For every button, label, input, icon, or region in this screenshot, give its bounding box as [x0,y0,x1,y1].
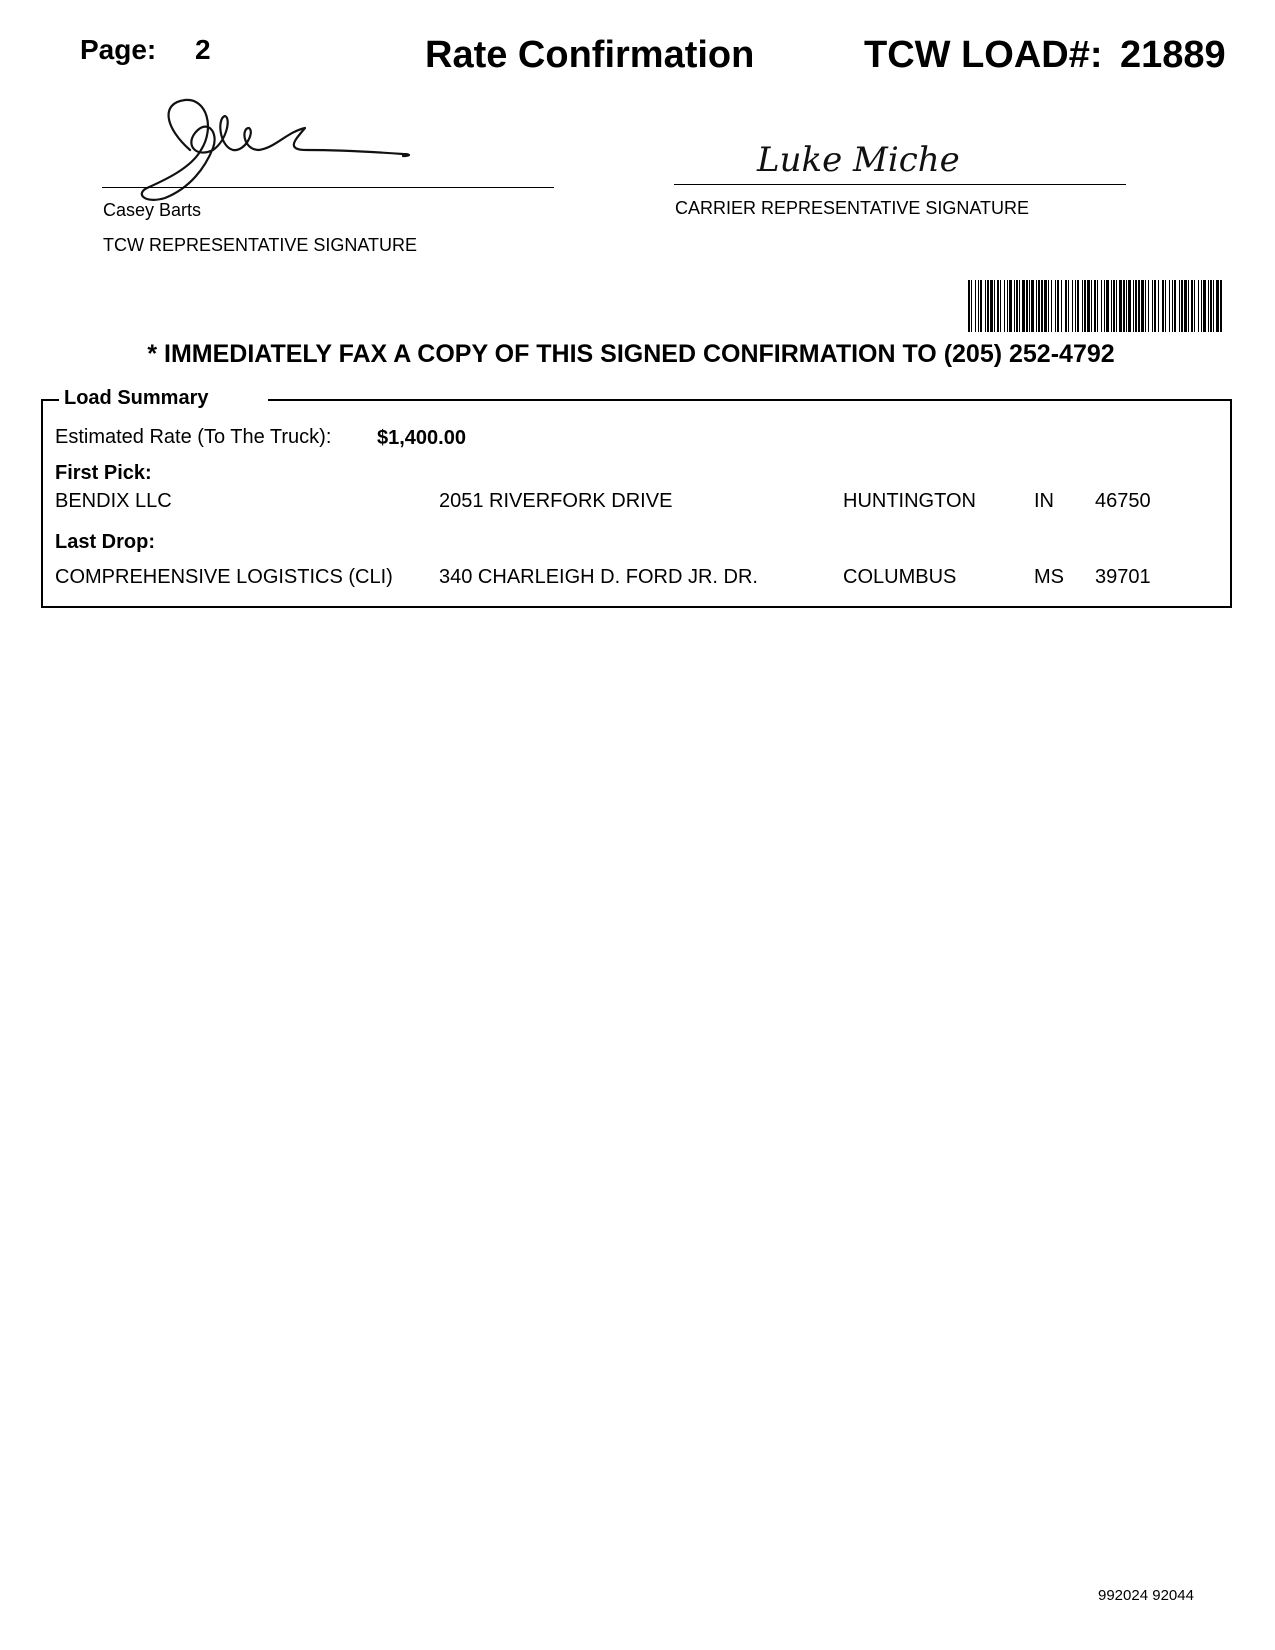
load-number: 21889 [1120,34,1226,76]
tcw-signature-label: TCW REPRESENTATIVE SIGNATURE [103,235,418,255]
first-pick-address: 2051 RIVERFORK DRIVE [439,490,673,512]
footer-code: 992024 92044 [1098,1587,1194,1604]
barcode-image [968,280,1222,332]
first-pick-heading: First Pick: [55,462,152,484]
first-pick-name: BENDIX LLC [55,490,172,512]
tcw-representative-name: Casey Barts [103,200,202,220]
first-pick-state: IN [1034,490,1054,512]
estimated-rate-value: $1,400.00 [377,427,466,449]
last-drop-name: COMPREHENSIVE LOGISTICS (CLI) [55,566,393,588]
first-pick-zip: 46750 [1095,490,1151,512]
page-number: 2 [195,34,211,65]
last-drop-zip: 39701 [1095,566,1151,588]
tcw-signature-line [102,187,554,188]
last-drop-city: COLUMBUS [843,566,957,588]
load-number-label: TCW LOAD#: [864,34,1103,76]
page-label: Page: [80,34,157,65]
carrier-signature-label: CARRIER REPRESENTATIVE SIGNATURE [675,198,1030,218]
first-pick-city: HUNTINGTON [843,490,976,512]
last-drop-heading: Last Drop: [55,531,155,553]
document-title: Rate Confirmation [425,34,755,76]
last-drop-address: 340 CHARLEIGH D. FORD JR. DR. [439,566,758,588]
svg-text:Luke Miche: Luke Miche [757,140,960,180]
tcw-signature-image [135,88,435,206]
load-summary-legend: Load Summary [59,387,268,410]
fax-notice: * IMMEDIATELY FAX A COPY OF THIS SIGNED CONFIRMATION TO (205) 252-4792 [147,340,1115,368]
carrier-signature-image [755,135,975,181]
estimated-rate-label: Estimated Rate (To The Truck): [55,426,332,448]
last-drop-state: MS [1034,566,1064,588]
carrier-signature-line [674,184,1126,185]
